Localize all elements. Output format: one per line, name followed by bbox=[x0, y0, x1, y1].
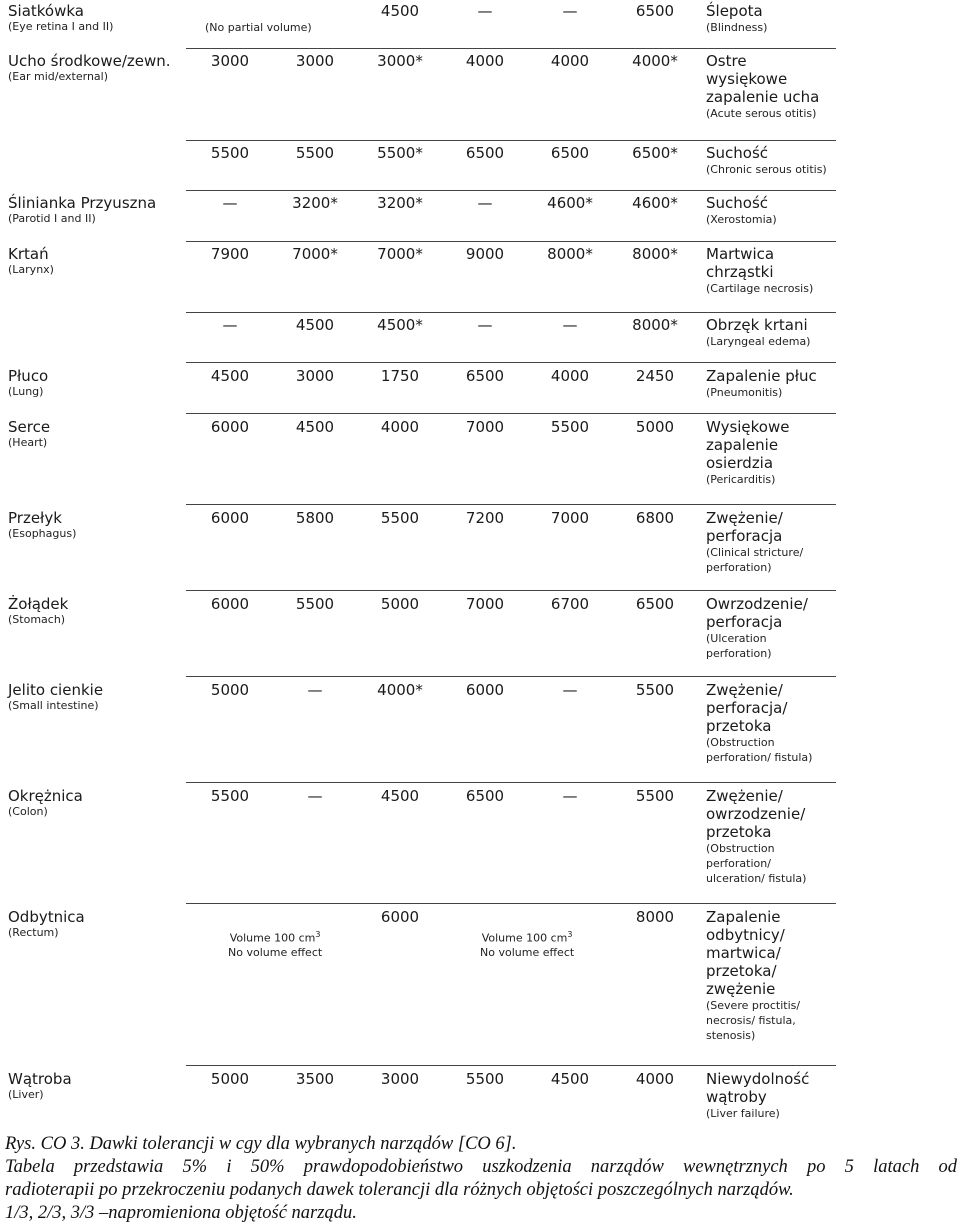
dose-value: — bbox=[222, 316, 238, 334]
organ-cell bbox=[8, 52, 186, 84]
endpoint-cell bbox=[706, 2, 856, 35]
organ-name-english: (Parotid I and II) bbox=[8, 212, 96, 225]
organ-cell bbox=[8, 418, 186, 450]
organ-cell bbox=[8, 908, 186, 940]
organ-cell bbox=[8, 2, 186, 34]
dose-value: 5800 bbox=[295, 509, 335, 527]
organ-name: Żołądek bbox=[8, 595, 69, 613]
row-divider bbox=[186, 676, 836, 677]
dose-value: 4500 bbox=[295, 316, 335, 334]
organ-name-english: (Stomach) bbox=[8, 613, 66, 626]
dose-value: 3000 bbox=[295, 367, 335, 385]
row-divider bbox=[186, 48, 836, 49]
organ-name: Krtań bbox=[8, 245, 49, 263]
organ-name-english: (Eye retina I and II) bbox=[8, 20, 114, 33]
dose-value: 7000 bbox=[465, 595, 505, 613]
organ-name: Okrężnica bbox=[8, 787, 83, 805]
dose-value: 6800 bbox=[635, 509, 675, 527]
endpoint-cell bbox=[706, 418, 856, 487]
organ-name-english: (Colon) bbox=[8, 805, 48, 818]
caption-line-4: 1/3, 2/3, 3/3 –napromieniona objętość narządu. bbox=[5, 1203, 357, 1223]
endpoint-name: Zapalenie płuc bbox=[706, 367, 817, 385]
dose-value: — bbox=[477, 2, 493, 20]
dose-value: 6000 bbox=[210, 418, 250, 436]
endpoint-name-english: (Laryngeal edema) bbox=[706, 335, 811, 348]
organ-name-english: (Lung) bbox=[8, 385, 44, 398]
endpoint-name: Ostre wysiękowe zapalenie ucha bbox=[706, 52, 820, 106]
organ-cell bbox=[8, 245, 186, 277]
endpoint-cell bbox=[706, 52, 856, 121]
endpoint-name: Zwężenie/ owrzodzenie/ przetoka bbox=[706, 787, 806, 841]
dose-value: 6000 bbox=[210, 509, 250, 527]
organ-name-english: (Rectum) bbox=[8, 926, 59, 939]
row-divider bbox=[186, 312, 836, 313]
dose-value: 4000 bbox=[635, 1070, 675, 1088]
organ-name: Serce bbox=[8, 418, 51, 436]
dose-value: 8000* bbox=[632, 245, 678, 263]
endpoint-name-english: (Clinical stricture/ perforation) bbox=[706, 546, 804, 574]
endpoint-cell bbox=[706, 787, 856, 886]
endpoint-name: Suchość bbox=[706, 194, 769, 212]
dose-value: 7900 bbox=[210, 245, 250, 263]
dose-value: — bbox=[477, 194, 493, 212]
dose-value: 4500 bbox=[210, 367, 250, 385]
dose-value: 6000 bbox=[380, 908, 420, 926]
endpoint-name: Zwężenie/ perforacja bbox=[706, 509, 783, 545]
dose-value: 7000* bbox=[292, 245, 338, 263]
volume-note-effect: No volume effect bbox=[480, 945, 575, 959]
endpoint-cell bbox=[706, 681, 856, 765]
dose-value: — bbox=[562, 2, 578, 20]
dose-value: 4000 bbox=[380, 418, 420, 436]
organ-name: Odbytnica bbox=[8, 908, 85, 926]
dose-value: 1750 bbox=[380, 367, 420, 385]
organ-cell bbox=[8, 681, 186, 713]
organ-name-english: (Esophagus) bbox=[8, 527, 77, 540]
dose-value: 5500 bbox=[635, 681, 675, 699]
row-divider bbox=[186, 1065, 836, 1066]
organ-cell bbox=[8, 509, 186, 541]
organ-name: Płuco bbox=[8, 367, 49, 385]
endpoint-name-english: (Pneumonitis) bbox=[706, 386, 783, 399]
row-divider bbox=[186, 413, 836, 414]
caption-line-3: radioterapii po przekroczeniu podanych dawek tolerancji dla różnych objętości poszczególnych narządów. bbox=[5, 1180, 794, 1200]
dose-value: 4000 bbox=[465, 52, 505, 70]
endpoint-cell bbox=[706, 908, 856, 1043]
organ-name-english: (Small intestine) bbox=[8, 699, 99, 712]
dose-value: 4000* bbox=[632, 52, 678, 70]
dose-value: — bbox=[562, 316, 578, 334]
row-divider bbox=[186, 504, 836, 505]
organ-name-english: (Larynx) bbox=[8, 263, 54, 276]
endpoint-name-english: (Obstruction perforation/ ulceration/ fistula) bbox=[706, 842, 807, 885]
endpoint-cell bbox=[706, 367, 856, 400]
dose-value: 5500 bbox=[210, 144, 250, 162]
dose-value: 6700 bbox=[550, 595, 590, 613]
row-divider bbox=[186, 782, 836, 783]
endpoint-cell bbox=[706, 595, 856, 661]
row-divider bbox=[186, 190, 836, 191]
organ-name-english: (Heart) bbox=[8, 436, 48, 449]
dose-value: — bbox=[307, 787, 323, 805]
dose-value: 6500 bbox=[465, 787, 505, 805]
dose-value: 5500 bbox=[295, 595, 335, 613]
volume-note-unit-exponent: 3 bbox=[567, 930, 573, 939]
organ-cell bbox=[8, 595, 186, 627]
dose-value: 5500 bbox=[210, 787, 250, 805]
row-divider bbox=[186, 903, 836, 904]
endpoint-name-english: (Cartilage necrosis) bbox=[706, 282, 814, 295]
dose-value: 3000 bbox=[210, 52, 250, 70]
dose-value: 6500 bbox=[465, 144, 505, 162]
dose-value: 5500 bbox=[465, 1070, 505, 1088]
endpoint-name: Zwężenie/ perforacja/ przetoka bbox=[706, 681, 788, 735]
endpoint-name: Martwica chrząstki bbox=[706, 245, 775, 281]
dose-value: 5000 bbox=[210, 681, 250, 699]
caption-title: Rys. CO 3. Dawki tolerancji w cgy dla wybranych narządów [CO 6]. bbox=[5, 1134, 517, 1154]
dose-value: 3500 bbox=[295, 1070, 335, 1088]
organ-cell bbox=[8, 787, 186, 819]
endpoint-cell bbox=[706, 194, 856, 227]
endpoint-cell bbox=[706, 245, 856, 296]
dose-value: 5000 bbox=[210, 1070, 250, 1088]
dose-value: 3000 bbox=[380, 1070, 420, 1088]
endpoint-name-english: (Severe proctitis/ necrosis/ fistula, stenosis) bbox=[706, 999, 801, 1042]
volume-note-text: Volume 100 cm bbox=[481, 931, 568, 945]
dose-value: 4600* bbox=[547, 194, 593, 212]
organ-name: Ślinianka Przyuszna bbox=[8, 194, 157, 212]
dose-value: 6500 bbox=[635, 2, 675, 20]
dose-value: 4500* bbox=[377, 316, 423, 334]
dose-value: 7000 bbox=[550, 509, 590, 527]
dose-value: 4500 bbox=[380, 787, 420, 805]
dose-value: 5500 bbox=[295, 144, 335, 162]
caption-line-2: Tabela przedstawia 5% i 50% prawdopodobieństwo uszkodzenia narządów wewnętrznych po 5 latach od bbox=[5, 1157, 957, 1177]
endpoint-cell bbox=[706, 144, 856, 177]
dose-value: 9000 bbox=[465, 245, 505, 263]
dose-value: 5500* bbox=[377, 144, 423, 162]
dose-value: 7000* bbox=[377, 245, 423, 263]
volume-note-unit-exponent: 3 bbox=[315, 930, 321, 939]
dose-value: 5000 bbox=[635, 418, 675, 436]
endpoint-name-english: (Chronic serous otitis) bbox=[706, 163, 827, 176]
dose-value: 3000* bbox=[377, 52, 423, 70]
endpoint-name-english: (Ulceration perforation) bbox=[706, 632, 772, 660]
dose-value: — bbox=[562, 681, 578, 699]
dose-value: 2450 bbox=[635, 367, 675, 385]
row-divider bbox=[186, 362, 836, 363]
endpoint-name-english: (Obstruction perforation/ fistula) bbox=[706, 736, 813, 764]
dose-value: 6000 bbox=[210, 595, 250, 613]
dose-value: — bbox=[307, 681, 323, 699]
endpoint-name-english: (Liver failure) bbox=[706, 1107, 780, 1120]
dose-value: 4500 bbox=[380, 2, 420, 20]
organ-name: Ucho środkowe/zewn. bbox=[8, 52, 171, 70]
dose-value: 6500 bbox=[635, 595, 675, 613]
dose-value: 4000 bbox=[550, 367, 590, 385]
endpoint-name: Suchość bbox=[706, 144, 769, 162]
endpoint-name: Zapalenie odbytnicy/ martwica/ przetoka/ zwężenie bbox=[706, 908, 785, 998]
dose-value: 4000* bbox=[377, 681, 423, 699]
dose-value: 4500 bbox=[295, 418, 335, 436]
dose-value: — bbox=[222, 194, 238, 212]
dose-value: 4000 bbox=[550, 52, 590, 70]
dose-value: 8000* bbox=[547, 245, 593, 263]
row-divider bbox=[186, 590, 836, 591]
organ-cell bbox=[8, 367, 186, 399]
organ-cell bbox=[8, 194, 186, 226]
partial-volume-note: (No partial volume) bbox=[205, 21, 312, 34]
dose-value: 5500 bbox=[635, 787, 675, 805]
endpoint-cell bbox=[706, 316, 856, 349]
endpoint-name: Niewydolność wątroby bbox=[706, 1070, 810, 1106]
dose-value: — bbox=[562, 787, 578, 805]
dose-value: 6500 bbox=[465, 367, 505, 385]
endpoint-cell bbox=[706, 1070, 856, 1121]
volume-note-effect: No volume effect bbox=[228, 945, 323, 959]
dose-value: 5500 bbox=[380, 509, 420, 527]
endpoint-cell bbox=[706, 509, 856, 575]
organ-cell bbox=[8, 1070, 186, 1102]
endpoint-name-english: (Blindness) bbox=[706, 21, 768, 34]
endpoint-name: Wysiękowe zapalenie osierdzia bbox=[706, 418, 790, 472]
dose-value: 8000* bbox=[632, 316, 678, 334]
dose-value: 4600* bbox=[632, 194, 678, 212]
dose-value: 3200* bbox=[292, 194, 338, 212]
dose-value: 6000 bbox=[465, 681, 505, 699]
dose-value: 6500* bbox=[632, 144, 678, 162]
organ-name: Wątroba bbox=[8, 1070, 72, 1088]
figure-caption bbox=[5, 1133, 957, 1225]
dose-value: 8000 bbox=[635, 908, 675, 926]
dose-value: 5500 bbox=[550, 418, 590, 436]
dose-value: 3000 bbox=[295, 52, 335, 70]
organ-name: Jelito cienkie bbox=[8, 681, 104, 699]
dose-value: 7200 bbox=[465, 509, 505, 527]
organ-name: Siatkówka bbox=[8, 2, 84, 20]
dose-value: 5000 bbox=[380, 595, 420, 613]
endpoint-name-english: (Pericarditis) bbox=[706, 473, 776, 486]
organ-name: Przełyk bbox=[8, 509, 62, 527]
row-divider bbox=[186, 241, 836, 242]
endpoint-name: Ślepota bbox=[706, 2, 763, 20]
endpoint-name-english: (Xerostomia) bbox=[706, 213, 777, 226]
organ-name-english: (Ear mid/external) bbox=[8, 70, 109, 83]
dose-value: 3200* bbox=[377, 194, 423, 212]
row-divider bbox=[186, 140, 836, 141]
organ-name-english: (Liver) bbox=[8, 1088, 44, 1101]
endpoint-name-english: (Acute serous otitis) bbox=[706, 107, 817, 120]
dose-value: 6500 bbox=[550, 144, 590, 162]
endpoint-name: Owrzodzenie/ perforacja bbox=[706, 595, 808, 631]
dose-value: 7000 bbox=[465, 418, 505, 436]
volume-note bbox=[228, 928, 322, 960]
dose-value: 4500 bbox=[550, 1070, 590, 1088]
endpoint-name: Obrzęk krtani bbox=[706, 316, 808, 334]
volume-note-text: Volume 100 cm bbox=[229, 931, 316, 945]
dose-value: — bbox=[477, 316, 493, 334]
volume-note bbox=[480, 928, 574, 960]
